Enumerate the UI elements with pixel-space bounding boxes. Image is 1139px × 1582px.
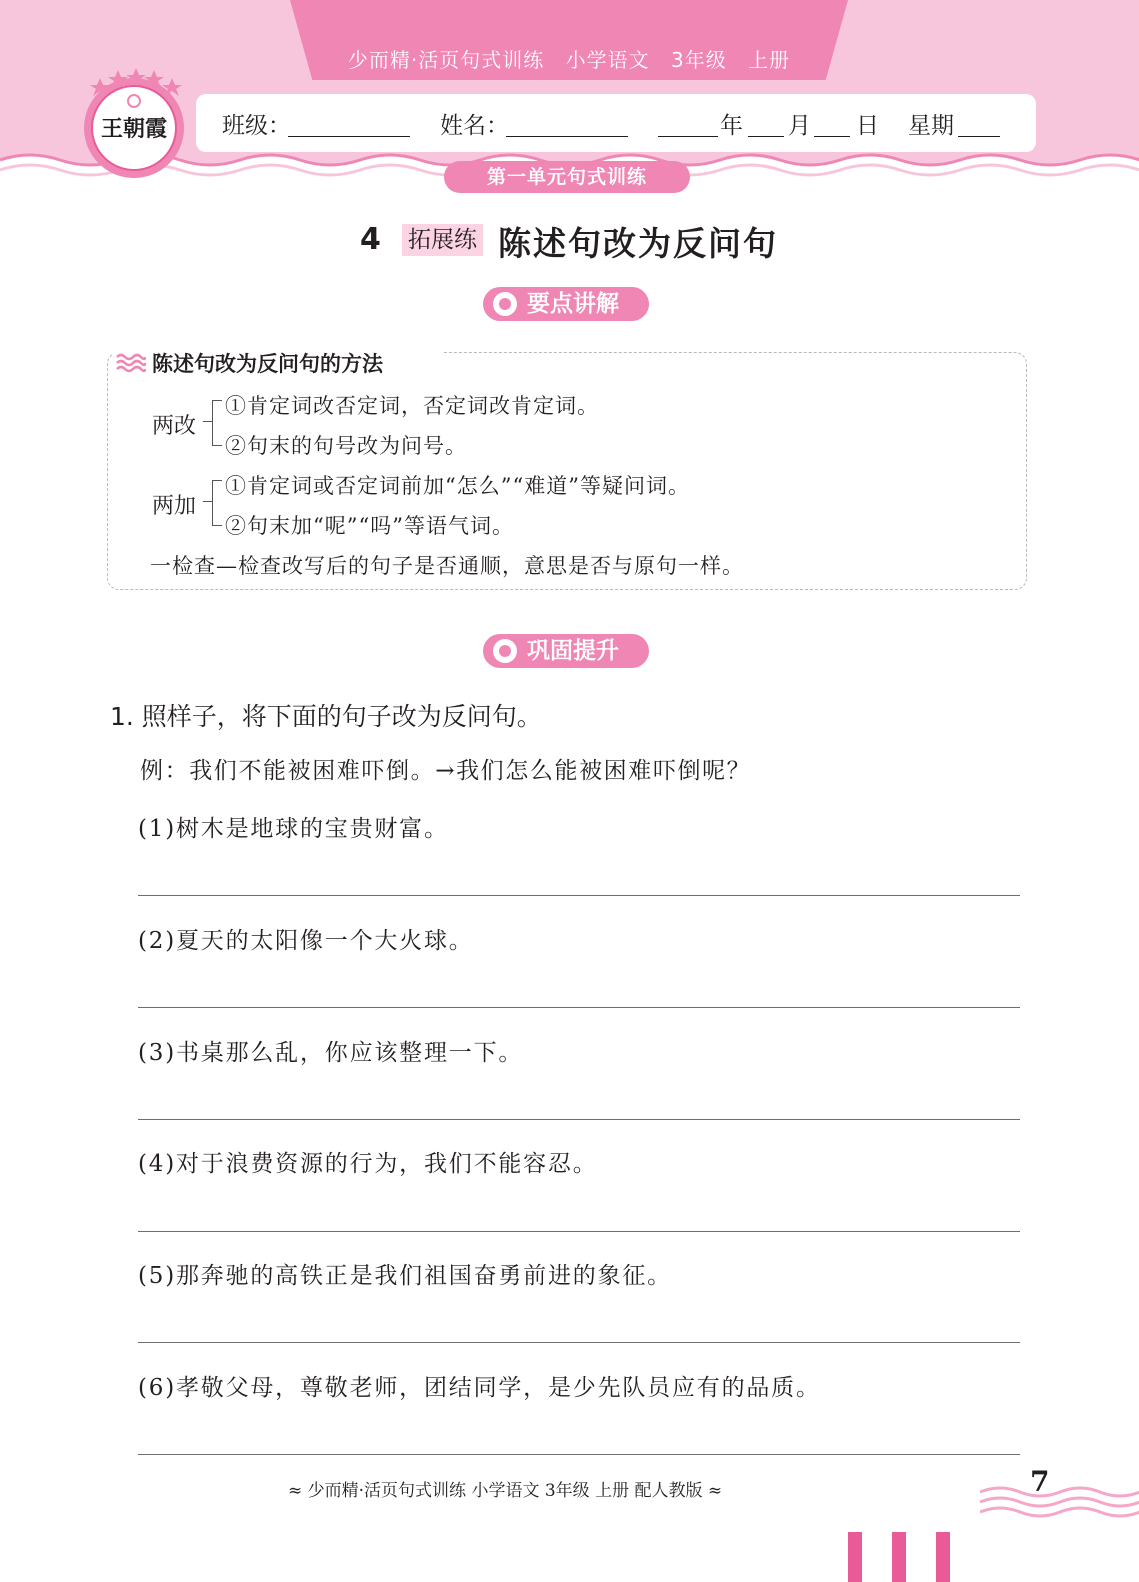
name-label: 姓名： [440, 113, 509, 139]
exercise-item: (2)夏天的太阳像一个大火球。 [138, 928, 474, 954]
brand-logo [76, 66, 192, 182]
exercise-item: (1)树木是地球的宝贵财富。 [138, 816, 449, 842]
rule-group-label: 两加 [152, 494, 197, 519]
exercise-item: (6)孝敬父母，尊敬老师，团结同学，是少先队员应有的品质。 [138, 1375, 821, 1401]
medal-icon [493, 292, 517, 316]
answer-line[interactable] [138, 1454, 1020, 1455]
class-label: 班级： [222, 113, 291, 139]
unit-title: 第一单元句式训练 [444, 161, 690, 193]
answer-line[interactable] [138, 895, 1020, 896]
rule-item: ①肯定词改否定词，否定词改肯定词。 [225, 394, 599, 418]
footer-text: ≈ 少而精·活页句式训练 小学语文 3年级 上册 配人教版 ≈ [288, 1481, 723, 1501]
weekday-field[interactable] [958, 136, 1000, 137]
brace-icon [212, 400, 222, 446]
series-title: 少而精·活页句式训练 小学语文 3年级 上册 [347, 48, 791, 72]
decor-stripe [936, 1532, 950, 1582]
example-sentence: 例：我们不能被困难吓倒。→我们怎么能被困难吓倒呢？ [140, 758, 752, 784]
year-field[interactable] [658, 136, 718, 137]
brace-icon [212, 480, 222, 526]
class-field[interactable] [288, 136, 410, 137]
footer-wave [980, 1484, 1139, 1524]
answer-line[interactable] [138, 1231, 1020, 1232]
medal-icon [493, 639, 517, 663]
practice-header: 巩固提升 [483, 634, 649, 668]
key-points-header: 要点讲解 [483, 287, 649, 321]
rule-item: ②句末加“呢”“吗”等语气词。 [225, 514, 514, 538]
page-number: 7 [1030, 1465, 1050, 1498]
exercise-item: (4)对于浪费资源的行为，我们不能容忍。 [138, 1151, 598, 1177]
exercise-item: (3)书桌那么乱，你应该整理一下。 [138, 1040, 524, 1066]
lesson-title: 陈述句改为反问句 [498, 224, 778, 263]
logo-text: 王朝霞 [100, 116, 168, 142]
rule-item: ①肯定词或否定词前加“怎么”“难道”等疑问词。 [225, 474, 690, 498]
rule-group-label: 两改 [152, 414, 197, 439]
waves-icon [116, 352, 146, 374]
check-rule: 一检查—检查改写后的句子是否通顺，意思是否与原句一样。 [150, 554, 744, 578]
answer-line[interactable] [138, 1007, 1020, 1008]
rule-item: ②句末的句号改为问号。 [225, 434, 467, 458]
year-label: 年 [720, 113, 743, 139]
decor-stripe [848, 1532, 862, 1582]
question-1: 1. 照样子，将下面的句子改为反问句。 [110, 702, 542, 731]
answer-line[interactable] [138, 1119, 1020, 1120]
weekday-label: 星期 [908, 113, 954, 139]
lesson-number: 4 [360, 222, 381, 257]
name-field[interactable] [506, 136, 628, 137]
decor-stripe [892, 1532, 906, 1582]
method-title: 陈述句改为反问句的方法 [152, 352, 383, 376]
day-label: 日 [856, 113, 879, 139]
day-field[interactable] [814, 136, 850, 137]
month-label: 月 [788, 113, 811, 139]
month-field[interactable] [748, 136, 784, 137]
lesson-tag: 拓展练 [402, 224, 483, 256]
answer-line[interactable] [138, 1342, 1020, 1343]
exercise-item: (5)那奔驰的高铁正是我们祖国奋勇前进的象征。 [138, 1263, 672, 1289]
